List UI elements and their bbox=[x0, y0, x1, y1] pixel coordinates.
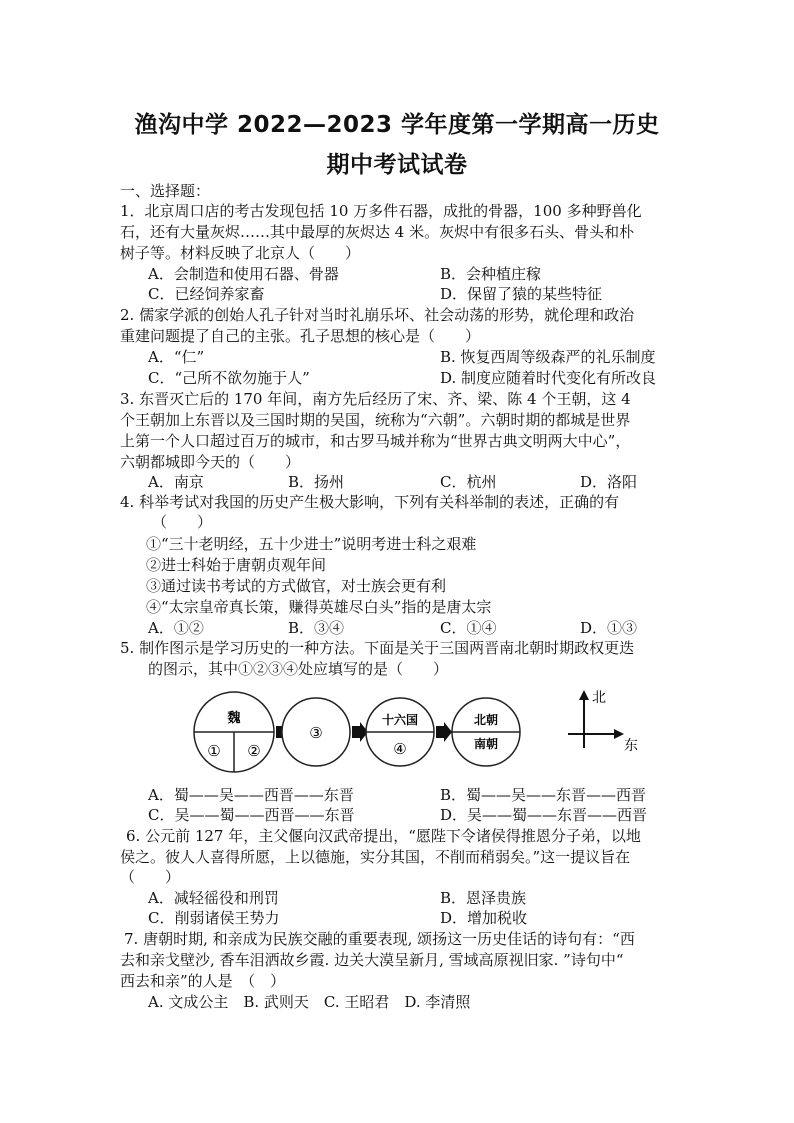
compass-north-label: 北 bbox=[592, 690, 606, 706]
option-a: A．南京 bbox=[148, 473, 204, 491]
option-b: B. 恢复西周等级森严的礼乐制度 bbox=[440, 348, 656, 366]
section-heading: 一、选择题： bbox=[120, 182, 211, 200]
question-text: 树子等。材料反映了北京人（ ） bbox=[120, 244, 361, 262]
circle1-right-label: ② bbox=[247, 742, 261, 760]
question-text: 西去和亲”的人是 （ ） bbox=[120, 972, 286, 990]
circle4-top-label: 北朝 bbox=[473, 713, 499, 727]
option-b: B．恩泽贵族 bbox=[440, 889, 527, 907]
option-c: C．已经饲养家畜 bbox=[148, 285, 265, 303]
statement-item: ①“三十老明经，五十少进士”说明考进士科之艰难 bbox=[146, 535, 477, 553]
option-a: A．“仁” bbox=[148, 348, 205, 366]
circle-three bbox=[282, 698, 350, 766]
question-text: 3. 东晋灭亡后的 170 年间，南方先后经历了宋、齐、梁、陈 4 个王朝，这 4 bbox=[120, 390, 631, 408]
circle4-bottom-label: 南朝 bbox=[473, 737, 499, 751]
statement-item: ②进士科始于唐朝贞观年间 bbox=[146, 556, 327, 574]
option-d: D. 制度应随着时代变化有所改良 bbox=[440, 369, 657, 387]
option-b: B．会种植庄稼 bbox=[440, 265, 542, 283]
question-text: 去和亲戈壁沙, 香车泪洒故乡霞. 边关大漠呈新月, 雪域高原视旧家. ”诗句中“ bbox=[120, 951, 624, 969]
question-text: 上第一个人口超过百万的城市，和古罗马城并称为“世界古典文明两大中心”， bbox=[120, 432, 631, 450]
arrow-3 bbox=[436, 722, 452, 742]
option-d: D．洛阳 bbox=[580, 473, 638, 491]
circle1-top-label: 魏 bbox=[227, 711, 241, 726]
circle-sixteen-kingdoms bbox=[366, 698, 434, 766]
question-text: （ ） bbox=[152, 513, 213, 531]
option-c: C．①④ bbox=[440, 619, 497, 637]
option-d: D．增加税收 bbox=[440, 909, 528, 927]
option-b: B．扬州 bbox=[288, 473, 345, 491]
question-text: 6. 公元前 127 年，主父偃向汉武帝提出，“愿陛下令诸侯得推恩分子弟，以地 bbox=[126, 827, 641, 845]
question-text: 侯之。彼人人喜得所愿，上以德施，实分其国，不削而稍弱矣。”这一提议旨在 bbox=[120, 848, 631, 866]
circle3-top-label: 十六国 bbox=[381, 713, 419, 727]
question-text: 的图示，其中①②③④处应填写的是（ ） bbox=[148, 660, 449, 678]
question-text: 石，还有大量灰烬……其中最厚的灰烬达 4 米。灰烬中有很多石头、骨头和朴 bbox=[120, 223, 635, 241]
circle3-bottom-label: ④ bbox=[393, 740, 407, 758]
question-text: 7. 唐朝时期, 和亲成为民族交融的重要表现, 颂扬这一历史佳话的诗句有：“西 bbox=[124, 930, 635, 948]
circle2-label: ③ bbox=[309, 724, 323, 742]
option-b: B．③④ bbox=[288, 619, 345, 637]
options-line: A. 文成公主 B. 武则天 C. 王昭君 D. 李清照 bbox=[148, 993, 471, 1011]
question-text: 5. 制作图示是学习历史的一种方法。下面是关于三国两晋南北朝时期政权更迭 bbox=[120, 639, 635, 657]
question-text: 个王朝加上东晋以及三国时期的吴国，统称为“六朝”。六朝时期的都城是世界 bbox=[120, 411, 631, 429]
question-text: 2. 儒家学派的创始人孔子针对当时礼崩乐坏、社会动荡的形势，就伦理和政治 bbox=[120, 306, 635, 324]
option-d: D．吴——蜀——东晋——西晋 bbox=[440, 806, 648, 824]
circle1-left-label: ① bbox=[207, 742, 221, 760]
circle-wei bbox=[194, 692, 274, 772]
option-c: C．杭州 bbox=[440, 473, 497, 491]
statement-item: ④“太宗皇帝真长策，赚得英雄尽白头”指的是唐太宗 bbox=[146, 598, 492, 616]
option-c: C．吴——蜀——西晋——东晋 bbox=[148, 806, 355, 824]
question-text: （ ） bbox=[120, 868, 181, 886]
page-title-line1: 渔沟中学 2022—2023 学年度第一学期高一历史 bbox=[134, 112, 660, 138]
compass-axes bbox=[564, 688, 664, 758]
option-b: B．蜀——吴——东晋——西晋 bbox=[440, 786, 647, 804]
question-text: 六朝都城即今天的（ ） bbox=[120, 453, 301, 471]
option-a: A．减轻徭役和刑罚 bbox=[148, 889, 279, 907]
option-a: A．①② bbox=[148, 619, 204, 637]
statement-item: ③通过读书考试的方式做官，对士族会更有利 bbox=[146, 577, 447, 595]
option-a: A．会制造和使用石器、骨器 bbox=[148, 265, 339, 283]
question-text: 重建问题提了自己的主张。孔子思想的核心是（ ） bbox=[120, 327, 481, 345]
page-title-line2: 期中考试试卷 bbox=[326, 152, 468, 178]
compass-east-label: 东 bbox=[624, 738, 638, 754]
option-c: C．“己所不欲勿施于人” bbox=[148, 369, 310, 387]
option-d: D．保留了猿的某些特征 bbox=[440, 285, 603, 303]
option-d: D．①③ bbox=[580, 619, 638, 637]
option-a: A．蜀——吴——西晋——东晋 bbox=[148, 786, 354, 804]
question-text: 4. 科举考试对我国的历史产生极大影响，下列有关科举制的表述，正确的有 bbox=[120, 493, 620, 511]
option-c: C．削弱诸侯王势力 bbox=[148, 909, 280, 927]
question-text: 1．北京周口店的考古发现包括 10 万多件石器，成批的骨器，100 多种野兽化 bbox=[120, 202, 642, 220]
circle-north-south bbox=[452, 698, 520, 766]
